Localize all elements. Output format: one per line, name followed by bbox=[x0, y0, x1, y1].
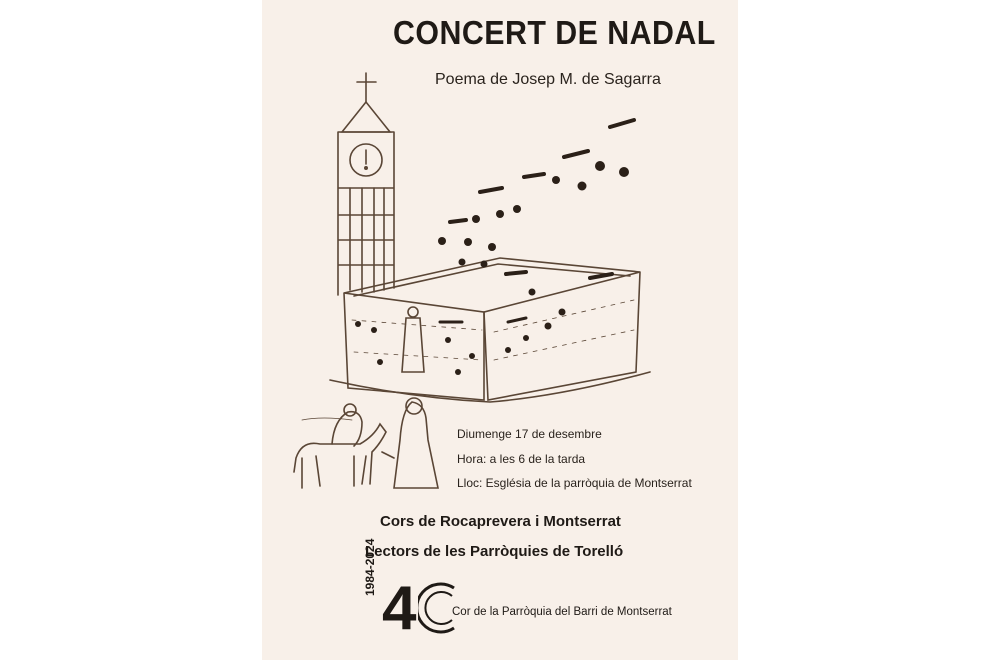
event-time: Hora: a les 6 de la tarda bbox=[457, 452, 586, 466]
poster-title: CONCERT DE NADAL bbox=[393, 14, 716, 51]
performers-choirs: Cors de Rocaprevera i Montserrat bbox=[380, 513, 621, 530]
performers-readers: Lectors de les Parròquies de Torelló bbox=[365, 543, 624, 560]
event-date: Diumenge 17 de desembre bbox=[457, 427, 602, 441]
musical-notes bbox=[355, 120, 634, 375]
logo-text: Cor de la Parròquia del Barri de Montserrat bbox=[452, 606, 672, 618]
poster bbox=[262, 0, 738, 660]
logo-years: 1984-2024 bbox=[363, 538, 377, 596]
logo-number: 4 bbox=[382, 574, 417, 643]
holy-family-sketch bbox=[294, 424, 386, 488]
poster-subtitle: Poema de Josep M. de Sagarra bbox=[435, 71, 661, 88]
church-illustration bbox=[262, 0, 738, 660]
event-place: Lloc: Església de la parròquia de Montserrat bbox=[457, 476, 692, 490]
tower-spire bbox=[342, 102, 390, 132]
figure-in-door bbox=[402, 307, 424, 372]
